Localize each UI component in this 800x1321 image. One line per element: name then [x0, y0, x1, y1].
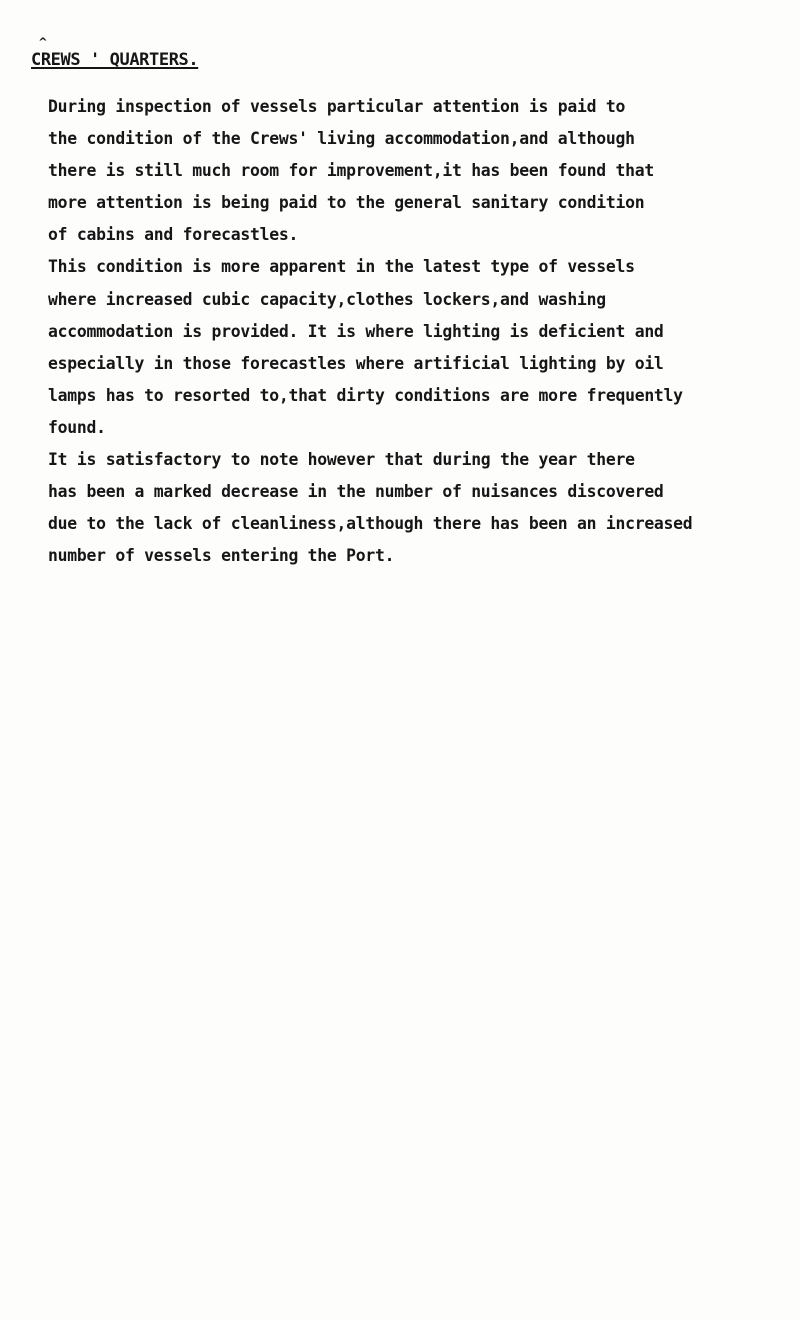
paragraph-2-line-6: found.: [48, 417, 106, 437]
paragraph-3-line-2: has been a marked decrease in the number of nuisances discovered: [48, 482, 664, 502]
paragraph-2-line-1: This condition is more apparent in the latest type of vessels: [48, 257, 635, 277]
caret-mark: ^: [39, 36, 47, 49]
paragraph-2-line-2: where increased cubic capacity,clothes lockers,and washing: [48, 289, 606, 309]
section-heading: CREWS ' QUARTERS.: [31, 50, 199, 70]
paragraph-3-line-4: number of vessels entering the Port.: [48, 546, 395, 566]
paragraph-2-line-3: accommodation is provided. It is where lighting is deficient and: [48, 321, 664, 341]
paragraph-2-line-4: especially in those forecastles where artificial lighting by oil: [48, 353, 664, 373]
report-body: [48, 91, 788, 572]
paragraph-3-line-3: due to the lack of cleanliness,although there has been an increased: [48, 514, 693, 534]
paragraph-1-line-3: there is still much room for improvement,it has been found that: [48, 161, 654, 181]
paragraph-2-line-5: lamps has to resorted to,that dirty conditions are more frequently: [48, 385, 683, 405]
paragraph-1-line-2: the condition of the Crews' living accommodation,and although: [48, 129, 635, 149]
paragraph-1-line-1: During inspection of vessels particular attention is paid to: [48, 97, 626, 116]
paragraph-3-line-1: It is satisfactory to note however that during the year there: [48, 450, 635, 470]
paragraph-1-line-5: of cabins and forecastles.: [48, 225, 299, 245]
paragraph-1-line-4: more attention is being paid to the general sanitary condition: [48, 193, 645, 213]
